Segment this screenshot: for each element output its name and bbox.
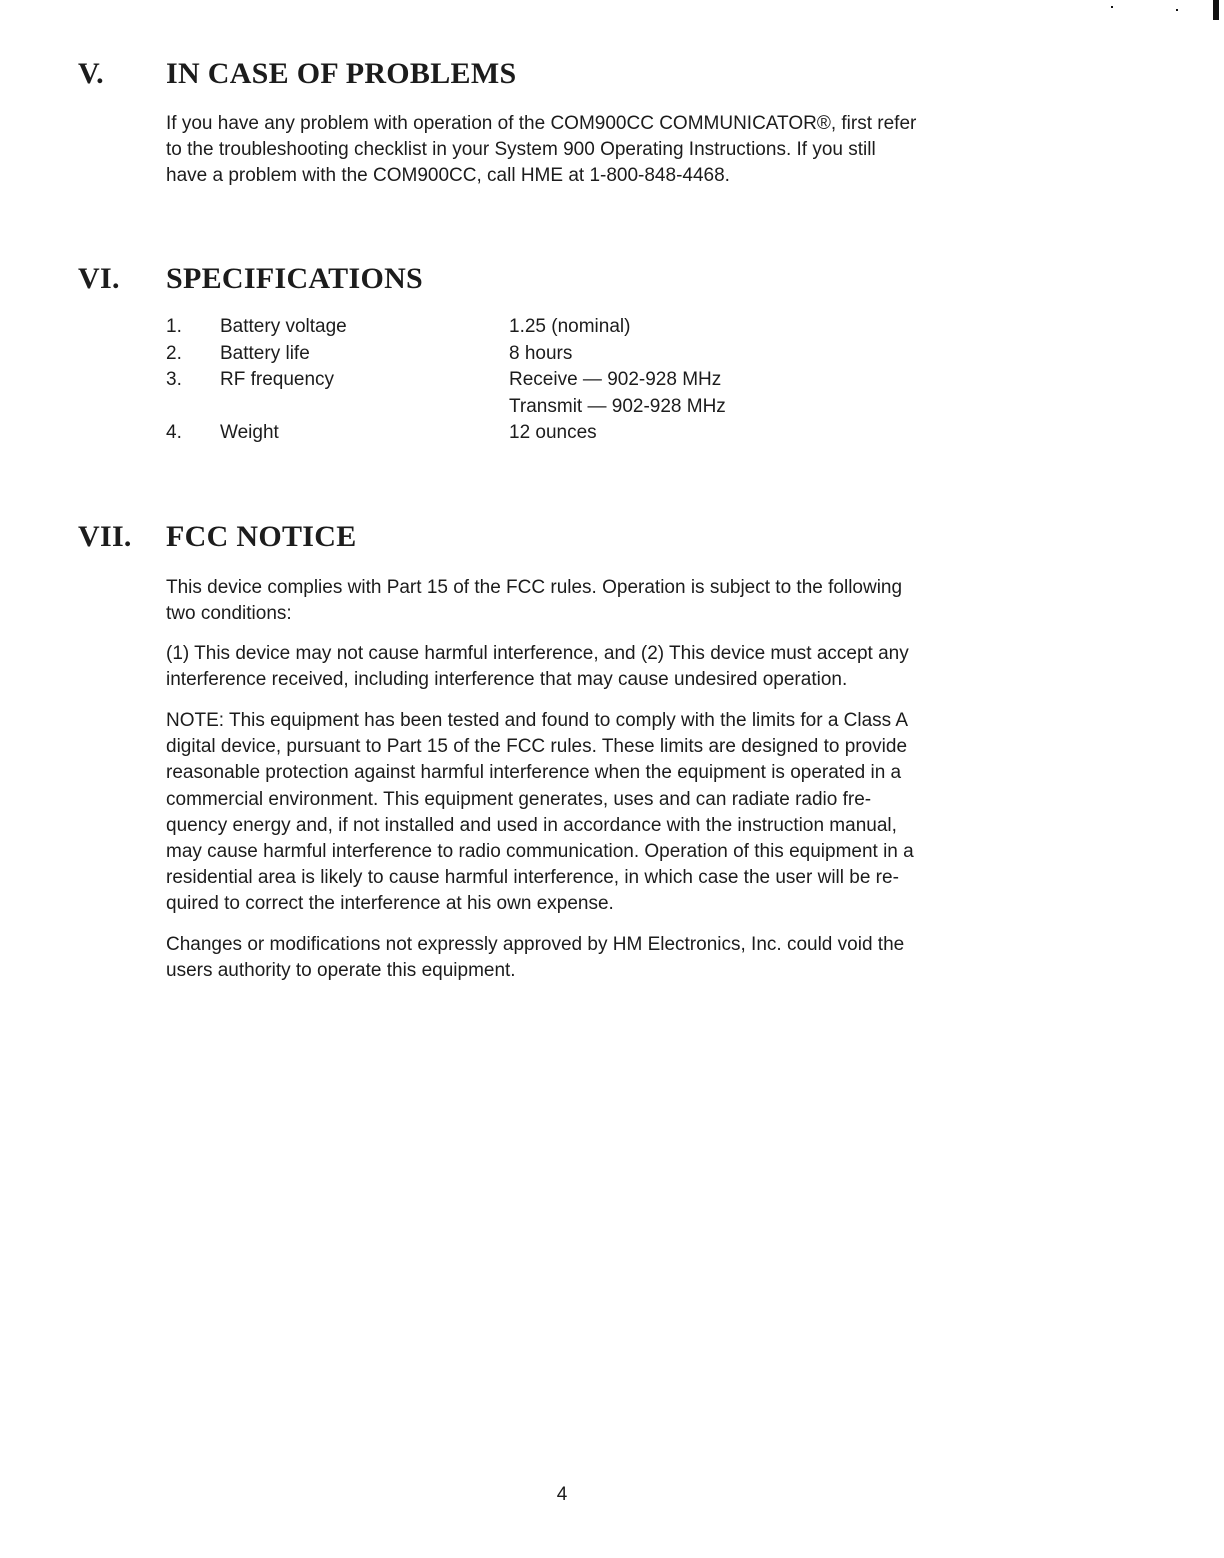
section-title-specifications: SPECIFICATIONS [166, 262, 424, 295]
section-number: VI. [78, 262, 120, 295]
spec-value: 1.25 (nominal) [509, 316, 631, 337]
scan-mark [1111, 6, 1113, 8]
text-line: Changes or modifications not expressly approved by HM Electronics, Inc. could void the [166, 934, 905, 955]
page-number: 4 [556, 1484, 568, 1505]
spec-value: 12 ounces [509, 422, 597, 444]
scan-mark [1176, 9, 1178, 11]
text-line: (1) This device may not cause harmful interference, and (2) This device must accept any [166, 643, 909, 664]
text-line: interference received, including interference that may cause undesired operation. [166, 669, 848, 691]
spec-number: 4. [166, 422, 182, 444]
fcc-paragraph-changes [166, 932, 1056, 984]
text-line: NOTE: This equipment has been tested and found to comply with the limits for a Class A [166, 710, 909, 731]
fcc-paragraph-conditions [166, 641, 1056, 693]
text-line: users authority to operate this equipment. [166, 960, 516, 982]
text-line: residential area is likely to cause harmful interference, in which case the user will be re- [166, 867, 899, 889]
spec-number: 3. [166, 369, 182, 391]
spec-value: Receive — 902-928 MHz [509, 369, 722, 391]
text-line: may cause harmful interference to radio communication. Operation of this equipment in a [166, 841, 914, 863]
section-number: V. [78, 57, 104, 90]
text-line: have a problem with the COM900CC, call HME at 1-800-848-4468. [166, 165, 730, 187]
spec-value: 8 hours [509, 342, 573, 364]
text-line: This device complies with Part 15 of the FCC rules. Operation is subject to the following [166, 577, 903, 598]
spec-label: Battery life [220, 342, 310, 364]
text-line: quency energy and, if not installed and used in accordance with the instruction manual, [166, 814, 897, 836]
spec-number: 2. [166, 342, 182, 364]
text-line: to the troubleshooting checklist in your System 900 Operating Instructions. If you still [166, 139, 876, 161]
spec-value: Transmit — 902-928 MHz [509, 395, 726, 417]
text-line: two conditions: [166, 603, 292, 625]
spec-label: Battery voltage [220, 316, 347, 337]
problems-paragraph [166, 111, 1056, 190]
spec-label: RF frequency [220, 369, 335, 391]
section-title-problems: IN CASE OF PROBLEMS [166, 57, 517, 90]
section-number: VII. [78, 520, 132, 553]
scan-mark [1213, 0, 1219, 20]
spec-number: 1. [166, 316, 182, 337]
text-line: quired to correct the interference at his own expense. [166, 893, 614, 915]
text-line: reasonable protection against harmful interference when the equipment is operated in a [166, 762, 902, 784]
section-title-fcc: FCC NOTICE [166, 520, 357, 553]
text-line: commercial environment. This equipment generates, uses and can radiate radio fre- [166, 788, 872, 810]
text-line: digital device, pursuant to Part 15 of the FCC rules. These limits are designed to provide [166, 736, 908, 758]
fcc-paragraph-note [166, 708, 1056, 918]
text-line: If you have any problem with operation of the COM900CC COMMUNICATOR®, first refer [166, 113, 917, 134]
spec-label: Weight [220, 422, 279, 444]
fcc-paragraph-compliance [166, 575, 1056, 627]
